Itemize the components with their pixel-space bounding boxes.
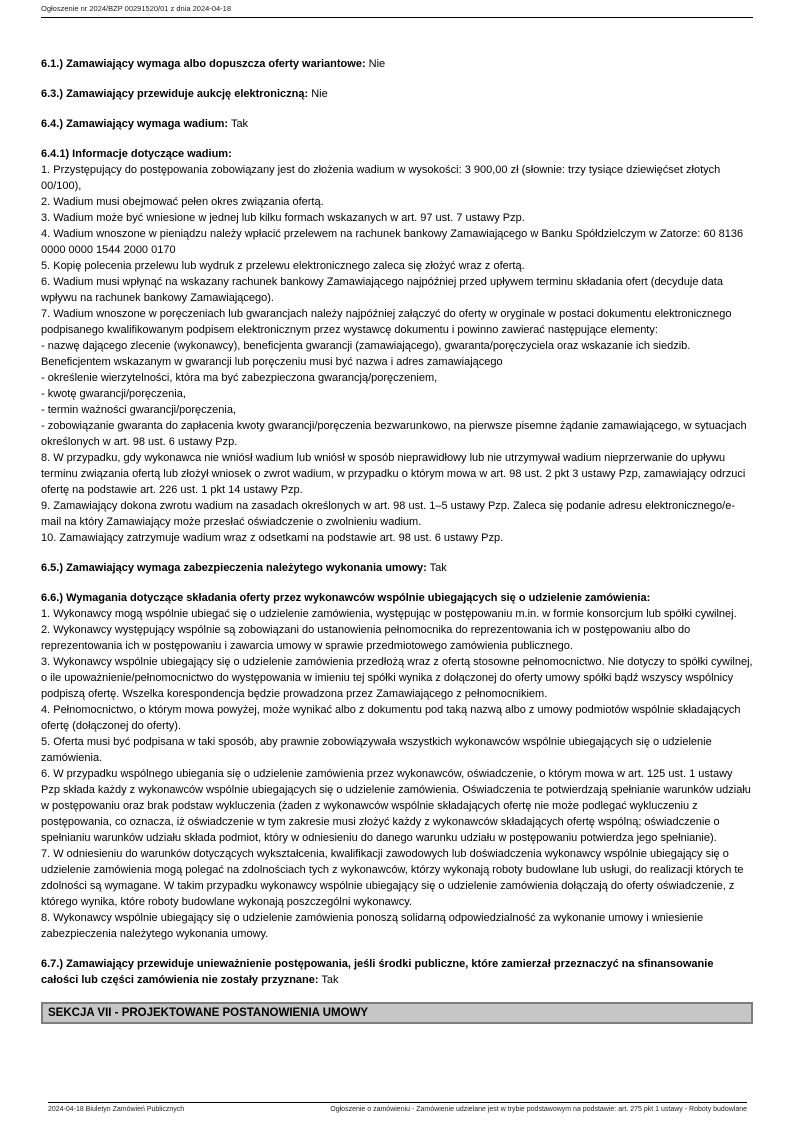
field-6-4-label: 6.4.) Zamawiający wymaga wadium: <box>41 118 229 130</box>
joint-offer-line: 2. Wykonawcy występujący wspólnie są zobowiązani do ustanowienia pełnomocnika do reprezentowania ich w postępowaniu albo do reprezentowania ich w postępowaniu i zawarcia umowy w sprawie przedmiotowego zamówienia publicznego. <box>41 624 691 652</box>
wadium-line: 9. Zamawiający dokona zwrotu wadium na zasadach określonych w art. 98 ust. 1–5 ustawy Pzp. Zaleca się podanie adresu elektronicznego/e-mail na który Zamawiający może przesłać oświadczenie o zwolnieniu wadium. <box>41 500 735 528</box>
wadium-line: 6. Wadium musi wpłynąć na wskazany rachunek bankowy Zamawiającego najpóźniej przed upływem terminu składania ofert (decyduje data wpływu na rachunek bankowy Zamawiającego). <box>41 276 723 304</box>
joint-offer-line: 1. Wykonawcy mogą wspólnie ubiegać się o udzielenie zamówienia, występując w postępowaniu m.in. w formie konsorcjum lub spółki cywilnej. <box>41 608 737 620</box>
field-6-7-label: 6.7.) Zamawiający przewiduje unieważnienie postępowania, jeśli środki publiczne, które zamierzał przeznaczyć na sfinansowanie całości lub części zamówienia nie zostały przyznane: <box>41 958 714 986</box>
joint-offer-section <box>41 590 753 942</box>
joint-offer-line: 5. Oferta musi być podpisana w taki sposób, aby prawnie zobowiązywała wszystkich wykonawców wspólnie ubiegających się o udzielenie zamówienia. <box>41 736 712 764</box>
field-6-4-value: Tak <box>230 118 249 130</box>
wadium-line: - określenie wierzytelności, która ma być zabezpieczona gwarancją/poręczeniem, <box>41 372 438 384</box>
field-6-7-value: Tak <box>321 974 339 986</box>
wadium-info-section <box>41 146 753 546</box>
field-6-7 <box>41 956 753 988</box>
wadium-line: 2. Wadium musi obejmować pełen okres związania ofertą. <box>41 196 324 208</box>
joint-offer-line: 6. W przypadku wspólnego ubiegania się o udzielenie zamówienia przez wykonawców, oświadczenie, o którym mowa w art. 125 ust. 1 ustawy Pzp składa każdy z wykonawców wspólnie ubiegających się o udzielenie zamówienia. Oświadczenia te potwierdzają spełnianie warunków udziału w postępowaniu oraz brak podstaw wykluczenia (żaden z wykonawców wspólnie składających ofertę nie może podlegać wykluczeniu z postępowania, co oznacza, iż oświadczenie w tym zakresie musi złożyć każdy z wykonawców składających ofertę wspólną; oświadczenie o spełnianiu warunków udziału składa podmiot, który w odniesieniu do danego warunku udziału w postępowaniu potwierdza jego spełnianie). <box>41 768 751 844</box>
field-6-5 <box>41 560 753 576</box>
field-6-1-value: Nie <box>368 58 386 70</box>
wadium-info-heading: 6.4.1) Informacje dotyczące wadium: <box>41 148 232 160</box>
announcement-reference: Ogłoszenie nr 2024/BZP 00291520/01 z dnia 2024-04-18 <box>41 4 232 13</box>
joint-offer-line: 3. Wykonawcy wspólnie ubiegający się o udzielenie zamówienia przedłożą wraz z ofertą stosowne pełnomocnictwo. Nie dotyczy to spółki cywilnej, o ile upoważnienie/pełnomocnictwo do występowania w imieniu tej spółki wynika z dołączonej do oferty umowy spółki bądź wszyscy wspólnicy podpiszą ofertę. Wszelka korespondencja będzie prowadzona przez Zamawiającego z pełnomocnikiem. <box>41 656 753 700</box>
wadium-line: - zobowiązanie gwaranta do zapłacenia kwoty gwarancji/poręczenia bezwarunkowo, na pierwsze pisemne żądanie zamawiającego, w sytuacjach określonych w art. 98 ust. 6 ustawy Pzp. <box>41 420 747 448</box>
wadium-line: 7. Wadium wnoszone w poręczeniach lub gwarancjach należy najpóźniej załączyć do oferty w oryginale w postaci dokumentu elektronicznego podpisanego kwalifikowanym podpisem elektronicznym przez wystawcę dokumentu i powinno zawierać następujące elementy: <box>41 308 732 336</box>
document-body <box>41 56 753 1024</box>
field-6-3-label: 6.3.) Zamawiający przewiduje aukcję elektroniczną: <box>41 88 309 100</box>
field-6-3 <box>41 86 753 102</box>
wadium-line: 3. Wadium może być wniesione w jednej lub kilku formach wskazanych w art. 97 ust. 7 ustawy Pzp. <box>41 212 525 224</box>
wadium-line: - nazwę dającego zlecenie (wykonawcy), beneficjenta gwarancji (zamawiającego), gwaranta/poręczyciela oraz wskazanie ich siedzib. Beneficjentem wskazanym w gwarancji lub poręczeniu musi być nazwa i adres zamawiającego <box>41 340 691 368</box>
document-footer <box>48 1102 747 1113</box>
field-6-1 <box>41 56 753 72</box>
wadium-line: 5. Kopię polecenia przelewu lub wydruk z przelewu elektronicznego zaleca się złożyć wraz z ofertą. <box>41 260 525 272</box>
wadium-line: 10. Zamawiający zatrzymuje wadium wraz z odsetkami na podstawie art. 98 ust. 6 ustawy Pzp. <box>41 532 504 544</box>
joint-offer-heading: 6.6.) Wymagania dotyczące składania oferty przez wykonawców wspólnie ubiegających się o udzielenie zamówienia: <box>41 592 651 604</box>
field-6-5-label: 6.5.) Zamawiający wymaga zabezpieczenia należytego wykonania umowy: <box>41 562 427 574</box>
wadium-line: - kwotę gwarancji/poręczenia, <box>41 388 186 400</box>
field-6-5-value: Tak <box>429 562 447 574</box>
field-6-1-label: 6.1.) Zamawiający wymaga albo dopuszcza oferty wariantowe: <box>41 58 366 70</box>
field-6-4 <box>41 116 753 132</box>
footer-procedure-info: Ogłoszenie o zamówieniu - Zamówienie udzielane jest w trybie podstawowym na podstawie: art. 275 pkt 1 ustawy - Roboty budowlane <box>330 1106 747 1113</box>
wadium-line: 8. W przypadku, gdy wykonawca nie wniósł wadium lub wniósł w sposób nieprawidłowy lub nie utrzymywał wadium nieprzerwanie do upływu terminu związania ofertą lub złożył wniosek o zwrot wadium, w przypadku o którym mowa w art. 98 ust. 2 pkt 3 ustawy Pzp, zamawiający odrzuci ofertę na podstawie art. 226 ust. 1 pkt 14 ustawy Pzp. <box>41 452 746 496</box>
footer-source: 2024-04-18 Biuletyn Zamówień Publicznych <box>48 1106 185 1113</box>
joint-offer-line: 7. W odniesieniu do warunków dotyczących wykształcenia, kwalifikacji zawodowych lub doświadczenia wykonawcy wspólnie ubiegający się o udzielenie zamówienia mogą polegać na zdolnościach tych z wykonawców, którzy wykonają roboty budowlane lub usługi, do realizacji których te zdolności są wymagane. W takim przypadku wykonawcy wspólnie ubiegający się o udzielenie zamówienia dołączają do oferty oświadczenie, z którego wynika, które roboty budowlane wykonają poszczególni wykonawcy. <box>41 848 744 908</box>
section-vii-header: SEKCJA VII - PROJEKTOWANE POSTANOWIENIA UMOWY <box>41 1002 753 1024</box>
wadium-line: 1. Przystępujący do postępowania zobowiązany jest do złożenia wadium w wysokości: 3 900,00 zł (słownie: trzy tysiące dziewięćset złotych 00/100), <box>41 164 721 192</box>
wadium-line: 4. Wadium wnoszone w pieniądzu należy wpłacić przelewem na rachunek bankowy Zamawiającego w Banku Spółdzielczym w Zatorze: 60 8136 0000 0000 1544 2000 0170 <box>41 228 744 256</box>
field-6-3-value: Nie <box>311 88 328 100</box>
joint-offer-line: 4. Pełnomocnictwo, o którym mowa powyżej, może wynikać albo z dokumentu pod taką nazwą albo z umowy podmiotów wspólnie składających ofertę (dołączonej do oferty). <box>41 704 741 732</box>
wadium-line: - termin ważności gwarancji/poręczenia, <box>41 404 237 416</box>
document-header <box>41 4 753 18</box>
joint-offer-line: 8. Wykonawcy wspólnie ubiegający się o udzielenie zamówienia ponoszą solidarną odpowiedzialność za wykonanie umowy i wniesienie zabezpieczenia należytego wykonania umowy. <box>41 912 704 940</box>
